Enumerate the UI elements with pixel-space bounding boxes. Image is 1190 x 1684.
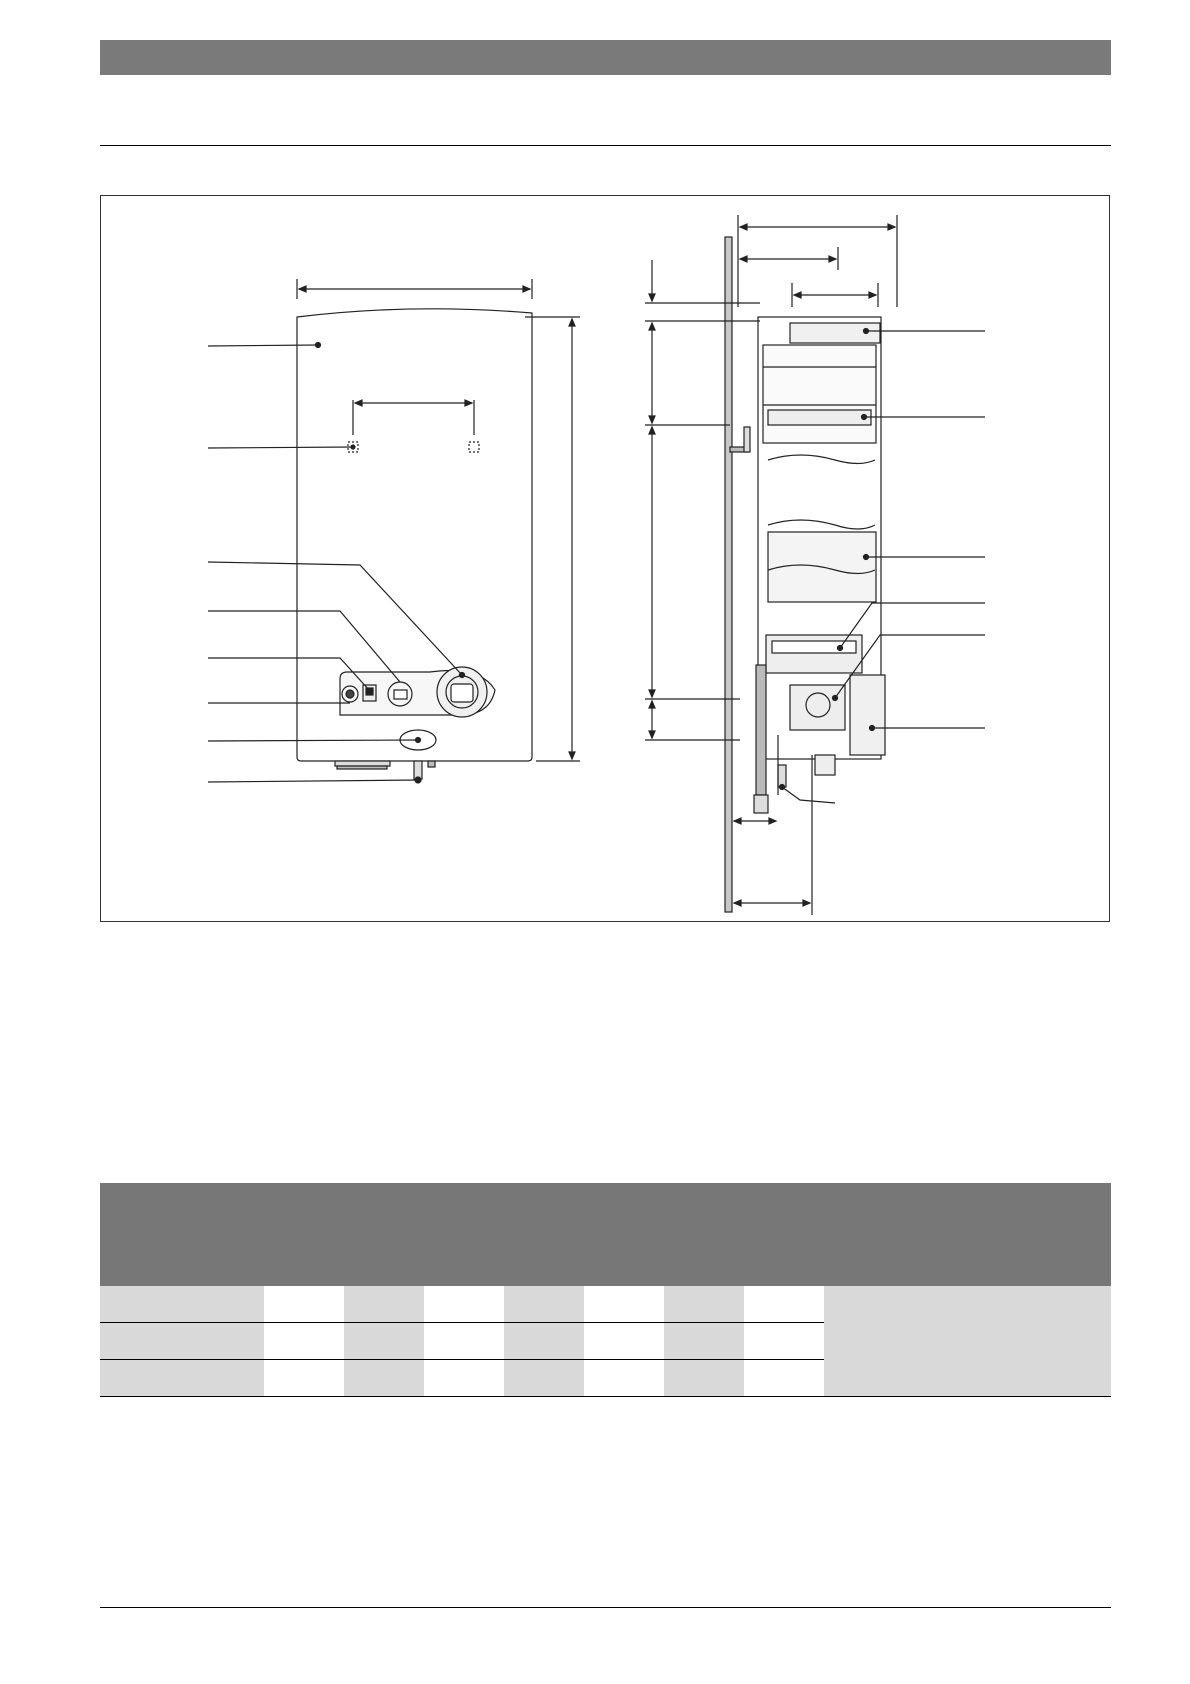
table-header (100, 1183, 1111, 1286)
table-cell (100, 1360, 264, 1397)
table-cell (744, 1323, 824, 1360)
table-cell (584, 1360, 664, 1397)
table-cell (504, 1286, 584, 1323)
header-rule (100, 145, 1111, 146)
table-cell (424, 1286, 504, 1323)
table-cell (584, 1323, 664, 1360)
table-cell (100, 1323, 264, 1360)
table-cell (264, 1323, 344, 1360)
dimension-drawing (100, 195, 1110, 922)
dimensions-table (100, 1183, 1111, 1397)
table-cell (424, 1360, 504, 1397)
table-cell (344, 1360, 424, 1397)
table-note-cell (824, 1286, 1111, 1397)
side-view (645, 215, 985, 915)
table-cell (664, 1323, 744, 1360)
table-cell (344, 1286, 424, 1323)
table-cell (584, 1286, 664, 1323)
table-cell (744, 1286, 824, 1323)
table-cell (504, 1323, 584, 1360)
table-cell (264, 1360, 344, 1397)
table-cell (664, 1360, 744, 1397)
footer-rule (100, 1607, 1111, 1608)
table-cell (424, 1323, 504, 1360)
table-cell (744, 1360, 824, 1397)
header-bar (100, 40, 1111, 75)
front-view (208, 279, 580, 783)
table-cell (344, 1323, 424, 1360)
table-cell (100, 1286, 264, 1323)
table-row (100, 1286, 1111, 1323)
table-cell (664, 1286, 744, 1323)
table-cell (264, 1286, 344, 1323)
table-header-row (100, 1183, 1111, 1286)
table-cell (504, 1360, 584, 1397)
